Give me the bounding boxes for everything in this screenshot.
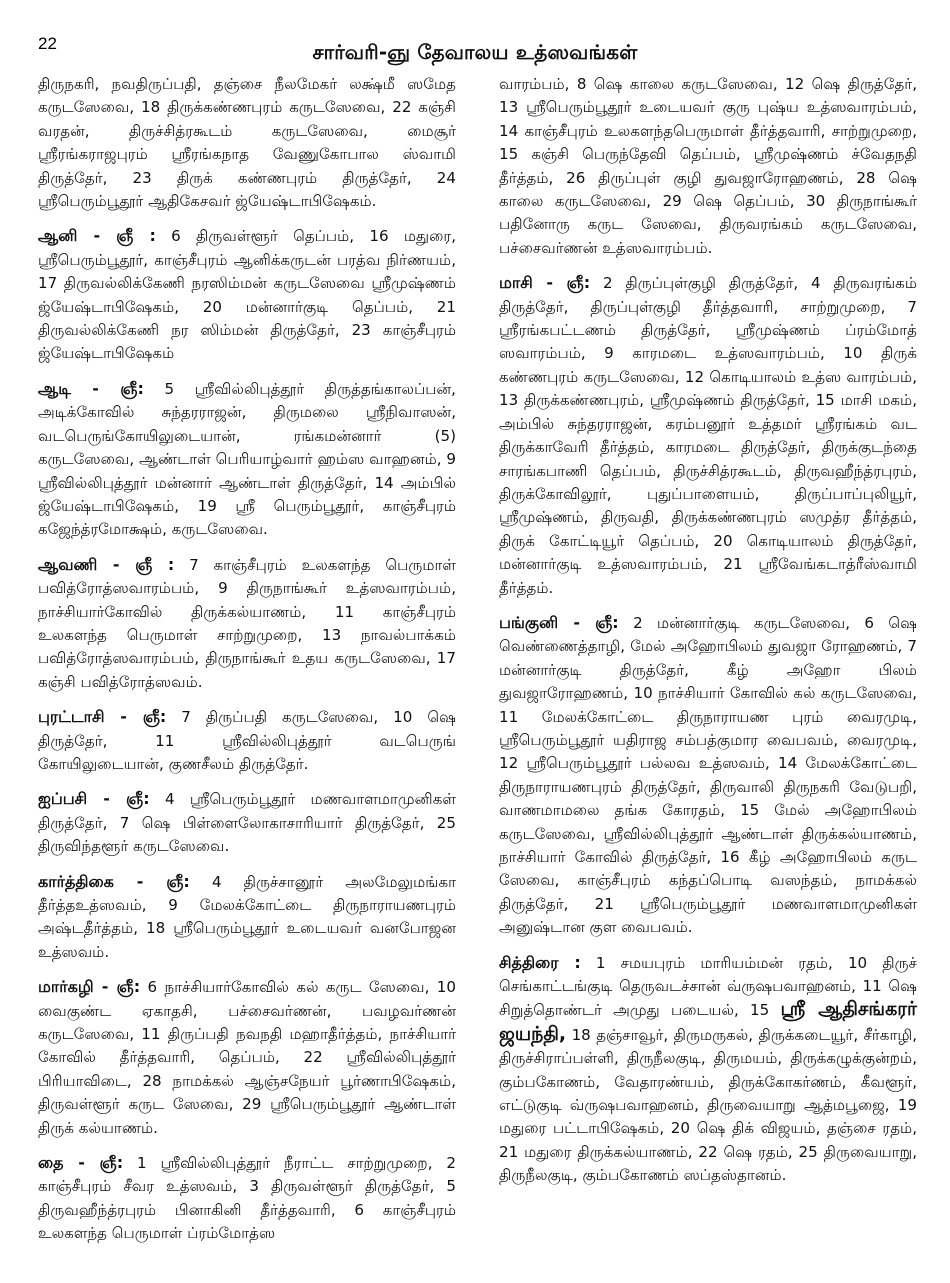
month-heading-thai: தை - ஞீ: (38, 1153, 124, 1173)
festival-text: 4 திருச்சானூர் அலமேலுமங்கா தீர்த்தஉத்ஸவம், 9 மேலக்கோட்டை திருநாராயணபுரம் அஷ்டதீர்த்தம், 18 ஸ்ரீபெரும்பூதூர் உடையவர் வனபோஜன உத்ஸவம். (38, 872, 456, 961)
festival-text: வாரம்பம், 8 ஷெ காலை கருடஸேவை, 12 ஷெ திருத்தேர், 13 ஸ்ரீபெரும்பூதூர் உடையவர் குரு புஷ்ய உத்ஸவாரம்பம், 14 காஞ்சீபுரம் உலகளந்தபெருமாள் தீர்த்தவாரி, சாற்றுமுறை, 15 கஞ்சி பெருந்தேவி தெப்பம், ஸ்ரீமுஷ்ணம் ச்வேதநதி தீர்த்தம், 26 திருப்புள் குழி துவஜாரோஹணம், 28 ஷெ காலை கருடஸேவை, 29 ஷெ தெப்பம், 30 திருநாங்கூர் பதினோரு கருட ஸேவை, திருவரங்கம் கருடஸேவை, பச்சைவர்ணன் உத்ஸவாரம்பம். (499, 75, 917, 257)
festival-text: 6 திருவள்ளூர் தெப்பம், 16 மதுரை, ஸ்ரீபெரும்பூதூர், காஞ்சீபுரம் ஆனிக்கருடன் பரத்வ நிர்ணயம், 17 திருவல்லிக்கேணி நரஸிம்மன் கருடஸேவை ஸ்ரீமுஷ்ணம் ஜ்யேஷ்டாபிஷேகம், 20 மன்னார்குடி தெப்பம், 21 திருவல்லிக்கேணி நர ஸிம்மன் திருத்தேர், 23 காஞ்சீபுரம் ஜ்யேஷ்டாபிஷேகம் (38, 227, 456, 363)
right-column (499, 73, 917, 1199)
month-heading-aani: ஆனி - ஞீ : (38, 226, 156, 246)
page-number: 22 (38, 34, 57, 53)
festival-text: 1 சமயபுரம் மாரியம்மன் ரதம், 10 திருச் செங்காட்டங்குடி தெருவடச்சான் வ்ருஷபவாஹனம், 11 ஷெ சிறுத்தொண்டர் அமுது படையல், 15 (499, 953, 917, 1020)
festival-paragraph-margazhi (38, 975, 456, 1140)
festival-paragraph-chithirai (499, 951, 917, 1188)
month-heading-aadi: ஆடி - ஞீ: (38, 378, 144, 398)
month-heading-aippasi: ஐப்பசி - ஞீ: (38, 789, 150, 809)
month-heading-chithirai: சித்திரை : (499, 952, 581, 972)
month-heading-purattasi: புரட்டாசி - ஞீ: (38, 707, 167, 727)
festival-text: 18 தஞ்சாவூர், திருமருகல், திருக்கடையூர், சீர்காழி, திருச்சிராப்பள்ளி, திருநீலகுடி, திருமயம், திருக்கழுக்குன்றம், கும்பகோணம், வேதாரண்யம், திருக்கோகர்ணம், கீவளூர், எட்டுகுடி வ்ருஷபவாஹனம், திருவையாறு ஆத்மபூஜை, 19 மதுரை பட்டாபிஷேகம், 20 ஷெ திக் விஜயம், தஞ்சை ரதம், 21 மதுரை திருக்கல்யாணம், 22 ஷெ ரதம், 25 திருவையாறு, திருநீலகுடி, கும்பகோணம் ஸப்தஸ்தானம். (499, 1025, 917, 1185)
festival-text: திருநகரி, நவதிருப்பதி, தஞ்சை நீலமேகர் லக்ஷ்மீ ஸமேத கருடஸேவை, 18 திருக்கண்ணபுரம் கருடஸேவை, 22 கஞ்சி வரதன், திருச்சித்ரகூடம் கருடஸேவை, மைசூர் ஸ்ரீரங்கராஜபுரம் ஸ்ரீரங்கநாத வேணுகோபால ஸ்வாமி திருத்தேர், 23 திருக் கண்ணபுரம் திருத்தேர், 24 ஸ்ரீபெரும்பூதூர் ஆதிகேசவர் ஜ்யேஷ்டாபிஷேகம். (38, 75, 456, 211)
festival-text: 4 ஸ்ரீபெரும்பூதூர் மணவாளமாமுனிகள் திருத்தேர், 7 ஷெ பிள்ளைலோகாசாரியார் திருத்தேர், 25 திருவிந்தளூர் கருடஸேவை. (38, 790, 456, 856)
festival-paragraph-panguni (499, 611, 917, 940)
festival-paragraph-karthigai (38, 870, 456, 965)
festival-text: 7 திருப்பதி கருடஸேவை, 10 ஷெ திருத்தேர், 11 ஸ்ரீவில்லிபுத்தூர் வடபெருங் கோயிலுடையான், குணசீலம் திருத்தேர். (38, 708, 456, 773)
festival-text: 1 ஸ்ரீவில்லிபுத்தூர் நீராட்ட சாற்றுமுறை, 2 காஞ்சீபுரம் சீவர உத்ஸவம், 3 திருவள்ளூர் திருத்தேர், 5 திருவஹீந்த்ரபுரம் பினாகினி தீர்த்தவாரி, 6 காஞ்சீபுரம் உலகளந்த பெருமாள் ப்ரம்மோத்ஸ (38, 1154, 456, 1243)
festival-paragraph-thai-continued (499, 73, 917, 260)
month-heading-maasi: மாசி - ஞீ: (499, 273, 591, 293)
festival-paragraph-aippasi (38, 787, 456, 858)
festival-paragraph-aadi (38, 377, 456, 542)
month-heading-margazhi: மார்கழி - ஞீ: (38, 977, 141, 997)
page-title: சார்வரி-ஞு தேவாலய உத்ஸவங்கள் (312, 40, 638, 64)
highlighted-festival: ஸ்ரீ ஆதிசங்கரர் ஜயந்தி, (499, 998, 917, 1045)
left-column (38, 73, 456, 1257)
month-heading-aavani: ஆவணி - ஞீ : (38, 554, 175, 574)
festival-paragraph-aani (38, 224, 456, 365)
festival-text: 2 திருப்புள்குழி திருத்தேர், 4 திருவரங்கம் திருத்தேர், திருப்புள்குழி தீர்த்தவாரி, சாற்றுமுறை, 7 ஸ்ரீரங்கபட்டணம் திருத்தேர், ஸ்ரீமுஷ்ணம் ப்ரம்மோத் ஸவாரம்பம், 9 காரமடை உத்ஸவாரம்பம், 10 திருக் கண்ணபுரம் கருடஸேவை, 12 கொடியாலம் உத்ஸ வாரம்பம், 13 திருக்கண்ணபுரம், ஸ்ரீமுஷ்ணம் திருத்தேர், 15 மாசி மகம், அம்பில் சுந்தரராஜன், கரம்பனூர் உத்தமர் ஸ்ரீரங்கம் வட திருக்காவேரி தீர்த்தம், காரமடை திருத்தேர், திருக்குடந்தை சாரங்கபாணி தெப்பம், திருச்சித்ரகூடம், திருவஹீந்த்ரபுரம், திருக்கோவிலூர், புதுப்பாளையம், திருப்பாப்புலியூர், ஸ்ரீமுஷ்ணம், திருவதி, திருக்கண்ணபுரம் ஸமுத்ர தீர்த்தம், திருக் கோட்டியூர் தெப்பம், 20 கொடியாலம் திருத்தேர், மன்னார்குடி உத்ஸவாரம்பம், 21 ஸ்ரீவேங்கடாத்ரீஸ்வாமி தீர்த்தம். (499, 274, 917, 597)
festival-paragraph-purattasi (38, 705, 456, 776)
festival-paragraph-intro (38, 73, 456, 213)
festival-paragraph-maasi (499, 271, 917, 600)
festival-paragraph-thai (38, 1151, 456, 1246)
festival-text: 7 காஞ்சீபுரம் உலகளந்த பெருமாள் பவித்ரோத்ஸவாரம்பம், 9 திருநாங்கூர் உத்ஸவாரம்பம், நாச்சியார்கோவில் திருக்கல்யாணம், 11 காஞ்சீபுரம் உலகளந்த பெருமாள் சாற்றுமுறை, 13 நாவல்பாக்கம் பவித்ரோத்ஸவாரம்பம், திருநாங்கூர் உதய கருடஸேவை, 17 கஞ்சி பவித்ரோத்ஸவம். (38, 555, 456, 691)
festival-text: 6 நாச்சியார்கோவில் கல் கருட ஸேவை, 10 வைகுண்ட ஏகாதசி, பச்சைவர்ணன், பவழவர்ணன் கருடஸேவை, 11 திருப்பதி நவநதி மஹாதீர்த்தம், நாச்சியார் கோவில் தீர்த்தவாரி, தெப்பம், 22 ஸ்ரீவில்லிபுத்தூர் பிரியாவிடை, 28 நாமக்கல் ஆஞ்சநேயர் பூர்ணாபிஷேகம், திருவள்ளூர் கருட ஸேவை, 29 ஸ்ரீபெரும்பூதூர் ஆண்டாள் திருக் கல்யாணம். (38, 978, 456, 1137)
festival-paragraph-aavani (38, 553, 456, 694)
month-heading-karthigai: கார்த்திகை - ஞீ: (38, 871, 190, 891)
festival-text: 5 ஸ்ரீவில்லிபுத்தூர் திருத்தங்காலப்பன், அடிக்கோவில் சுந்தரராஜன், திருமலை ஸ்ரீநிவாஸன், வடபெருங்கோயிலுடையான், ரங்கமன்னார் (5) கருடஸேவை, ஆண்டாள் பெரியாழ்வார் ஹம்ஸ வாஹனம், 9 ஸ்ரீவில்லிபுத்தூர் மன்னார் ஆண்டாள் திருத்தேர், 14 அம்பில் ஜ்யேஷ்டாபிஷேகம், 19 ஸ்ரீ பெரும்பூதூர், காஞ்சீபுரம் கஜேந்த்ரமோக்ஷம், கருடஸேவை. (38, 379, 456, 539)
festival-text: 2 மன்னார்குடி கருடஸேவை, 6 ஷெ வெண்ணைத்தாழி, மேல் அஹோபிலம் துவஜா ரோஹணம், 7 மன்னார்குடி திருத்தேர், கீழ் அஹோ பிலம் துவஜாரோஹணம், 10 நாச்சியார் கோவில் கல் கருடஸேவை, 11 மேலக்கோட்டை திருநாராயண புரம் வைரமுடி, ஸ்ரீபெரும்பூதூர் யதிராஜ சம்பத்குமார வைபவம், வைரமுடி, 12 ஸ்ரீபெரும்பூதூர் பல்லவ உத்ஸவம், 14 மேலக்கோட்டை திருநாராயணபுரம் திருத்தேர், திருவாலி திருநகரி வேடுபறி, வாணமாமலை தங்க கோரதம், 15 மேல் அஹோபிலம் கருடஸேவை, ஸ்ரீவில்லிபுத்தூர் ஆண்டாள் திருக்கல்யாணம், நாச்சியார் கோவில் திருத்தேர், 16 கீழ் அஹோபிலம் கருட ஸேவை, காஞ்சீபுரம் கந்தப்பொடி வஸந்தம், நாமக்கல் திருத்தேர், 21 ஸ்ரீபெரும்பூதூர் மணவாளமாமுனிகள் அனுஷ்டான குள வைபவம். (499, 613, 917, 937)
month-heading-panguni: பங்குனி - ஞீ: (499, 612, 619, 632)
